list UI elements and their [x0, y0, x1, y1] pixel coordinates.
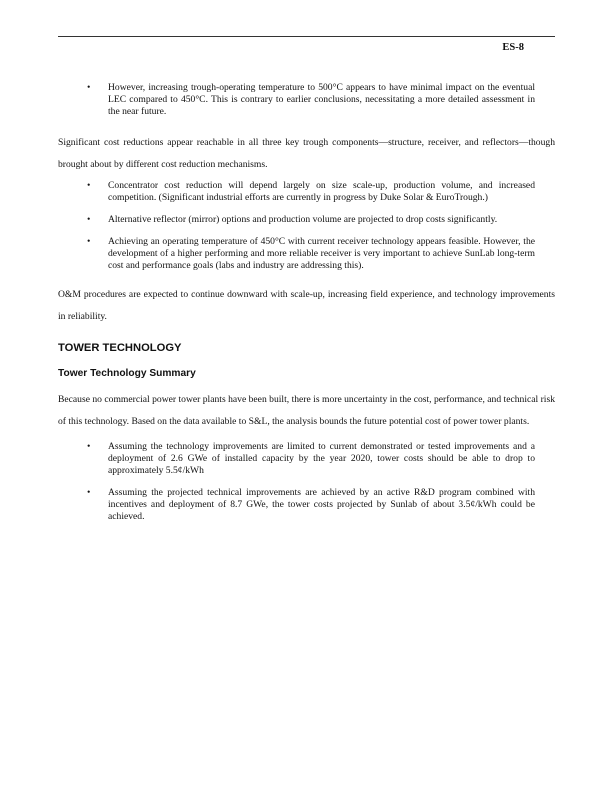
- list-item: [58, 236, 555, 272]
- subsection-heading: Tower Technology Summary: [58, 368, 196, 379]
- list-item-text: Assuming the technology improvements are limited to current demonstrated or tested improvements and a deployment of 2.6 GWe of installed capacity by the year 2020, tower costs should be able to drop to approximately 5.5¢/kWh: [108, 441, 535, 476]
- bullet-list-tower: [58, 441, 555, 523]
- list-item: [58, 214, 555, 226]
- list-item-text: Concentrator cost reduction will depend largely on size scale-up, production volume, and increased competition. (Significant industrial efforts are currently in progress by Duke Solar & EuroTrough.): [108, 180, 535, 203]
- list-item: [58, 82, 555, 118]
- list-item-text: However, increasing trough-operating temperature to 500°C appears to have minimal impact on the eventual LEC compared to 450°C. This is contrary to earlier conclusions, necessitating a more detailed assessment in the near future.: [108, 82, 535, 117]
- bullet-icon: •: [87, 441, 91, 452]
- list-item: [58, 487, 555, 523]
- list-item-text: Alternative reflector (mirror) options and production volume are projected to drop costs significantly.: [108, 214, 498, 225]
- paragraph-tower: Because no commercial power tower plants have been built, there is more uncertainty in the cost, performance, and technical risk of this technology. Based on the data available to S&L, the analysis bounds the future potential cost of power tower plants.: [58, 394, 555, 427]
- list-item-text: Assuming the projected technical improvements are achieved by an active R&D program combined with incentives and deployment of 8.7 GWe, the tower costs projected by Sunlab of about 3.5¢/kWh could be achieved.: [108, 487, 535, 522]
- bullet-icon: •: [87, 236, 91, 247]
- bullet-icon: •: [87, 487, 91, 498]
- page-number: ES-8: [502, 42, 524, 53]
- bullet-list-top: [58, 82, 555, 118]
- bullet-list-cost: [58, 180, 555, 272]
- list-item: [58, 441, 555, 477]
- list-item: [58, 180, 555, 204]
- bullet-icon: •: [87, 82, 91, 93]
- bullet-icon: •: [87, 180, 91, 191]
- header-rule: [58, 36, 555, 37]
- bullet-icon: •: [87, 214, 91, 225]
- paragraph-om: O&M procedures are expected to continue downward with scale-up, increasing field experience, and technology improvements in reliability.: [58, 289, 555, 322]
- paragraph-cost-reductions: Significant cost reductions appear reachable in all three key trough components—structure, receiver, and reflectors—though brought about by different cost reduction mechanisms.: [58, 137, 555, 170]
- list-item-text: Achieving an operating temperature of 450°C with current receiver technology appears feasible. However, the development of a higher performing and more reliable receiver is very important to achieve SunLab long-term cost and performance goals (labs and industry are addressing this).: [108, 236, 535, 271]
- page-content: [58, 82, 555, 523]
- section-heading: TOWER TECHNOLOGY: [58, 342, 182, 354]
